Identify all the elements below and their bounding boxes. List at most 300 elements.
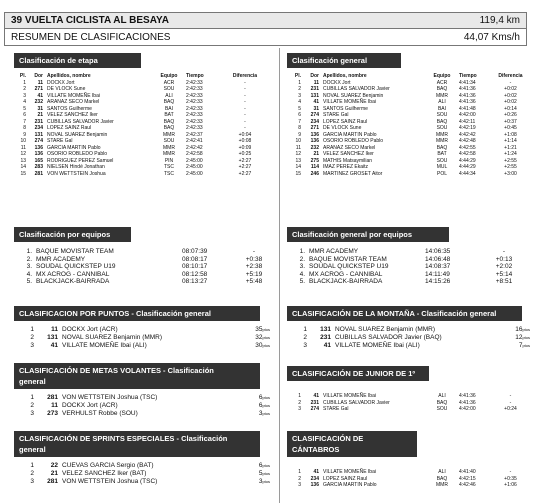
table-cell: VELEZ SANCHEZ Iker: [323, 151, 374, 157]
table-cell: CUBILLAS SALVADOR Javier: [323, 399, 390, 406]
table-cell: 4:42:15: [459, 475, 476, 482]
table-cell: 1: [303, 326, 307, 333]
table-cell: +0:02: [504, 86, 517, 92]
table-cell: BAQ: [436, 118, 448, 125]
column-header: Diferencia: [498, 73, 523, 79]
table-cell: 281: [47, 394, 58, 401]
special-sprints-rows: [14, 462, 272, 486]
points-value: 6: [258, 462, 263, 469]
table-cell: 41: [313, 99, 319, 105]
cantabros-table: [287, 469, 532, 489]
table-cell: -: [244, 125, 246, 131]
table-row: [287, 326, 532, 334]
column-header: Pl.: [19, 73, 26, 79]
table-cell: VILLATE MOMEÑE Ibai (ALI): [335, 342, 420, 349]
table-cell: 3: [30, 478, 34, 485]
table-cell: 12: [295, 151, 301, 157]
points-cell: [240, 462, 272, 470]
table-cell: 4:42:00: [459, 112, 476, 118]
table-cell: SOU: [436, 112, 448, 118]
race-title: 39 VUELTA CICLISTA AL BESAYA: [11, 15, 169, 26]
table-cell: +1:21: [504, 144, 517, 151]
table-cell: BAQ: [163, 125, 175, 131]
table-cell: +5:14: [495, 270, 513, 278]
table-cell: BLACKJACK-BAIRRADA: [36, 278, 110, 286]
table-row: [14, 334, 272, 342]
stage-classification: [14, 50, 272, 177]
points-cell: [240, 342, 272, 350]
table-cell: 8: [298, 125, 301, 131]
summary-header: [4, 29, 527, 46]
table-cell: LOPEZ SAINZ Raul: [323, 118, 368, 125]
table-cell: 4:44:34: [459, 170, 476, 177]
table-cell: 31: [37, 105, 43, 112]
table-cell: MX ACROG - CANNIBAL: [36, 270, 110, 278]
table-cell: 13: [295, 157, 301, 164]
teams-general-table: [287, 248, 529, 286]
table-cell: 4:44:29: [459, 164, 476, 170]
table-cell: 4:42:48: [459, 138, 476, 144]
table-cell: 4:42:46: [459, 482, 476, 488]
table-cell: 1.: [26, 248, 32, 255]
points-value: 6: [258, 394, 263, 401]
table-cell: 271: [310, 125, 319, 131]
table-cell: 136: [34, 151, 43, 157]
table-row: [14, 410, 272, 418]
table-cell: 2: [30, 334, 34, 341]
table-cell: 12: [20, 151, 26, 157]
table-cell: 4.: [299, 270, 305, 278]
points-unit: ptos: [522, 335, 530, 340]
table-cell: +2:02: [495, 263, 513, 271]
table-cell: ALI: [438, 469, 446, 475]
table-cell: +0:14: [504, 105, 517, 112]
table-cell: 2:42:58: [186, 151, 203, 157]
table-cell: 4:42:58: [459, 151, 476, 157]
table-cell: CUEVAS GARCIA Sergio (BAT): [62, 462, 154, 469]
table-cell: MMR: [163, 144, 175, 151]
table-cell: 136: [310, 482, 319, 488]
table-cell: BAT: [164, 112, 174, 118]
table-cell: BAI: [164, 105, 174, 112]
table-cell: 131: [47, 334, 58, 341]
table-cell: +1:24: [504, 151, 517, 157]
points-value: 7: [518, 342, 523, 349]
table-cell: 6: [23, 112, 26, 118]
table-cell: 2: [30, 402, 34, 409]
table-cell: 22: [50, 462, 58, 469]
table-cell: NOVAL SUAREZ Benjamin: [47, 131, 108, 138]
table-cell: 4: [298, 99, 301, 105]
column-header: Dor: [310, 73, 319, 79]
table-cell: MATHIS Matsaymilian: [323, 157, 373, 164]
table-cell: VILLATE MOMEÑE Ibai: [323, 99, 376, 105]
table-cell: ALI: [165, 92, 173, 99]
column-divider: [279, 48, 280, 503]
table-cell: 231: [34, 118, 43, 125]
column-header: Diferencia: [232, 73, 258, 79]
table-cell: PIN: [164, 157, 174, 164]
points-classification: [14, 303, 272, 350]
table-cell: RODRIGUEZ PEREZ Samuel: [47, 157, 114, 164]
table-row: [14, 342, 272, 350]
table-cell: +0:13: [495, 255, 513, 263]
table-cell: MMR: [163, 131, 175, 138]
special-sprints-title-line2: general: [19, 445, 46, 454]
table-cell: BAQUE MOVISTAR TEAM: [36, 248, 114, 255]
table-cell: 41: [313, 469, 319, 475]
points-value: 3: [258, 478, 263, 485]
table-cell: -: [244, 105, 246, 112]
points-cell: [240, 410, 272, 418]
table-cell: 281: [47, 478, 58, 485]
column-header: Equipo: [433, 73, 451, 79]
volantes-title-line2: general: [19, 377, 46, 386]
table-cell: 10: [295, 138, 301, 144]
table-cell: 2: [298, 475, 301, 482]
table-cell: 275: [310, 157, 319, 164]
table-cell: 2:42:33: [186, 118, 203, 125]
table-cell: TSC: [164, 170, 174, 177]
table-cell: 5.: [26, 278, 32, 286]
points-cell: [240, 334, 272, 342]
table-cell: 4: [23, 99, 26, 105]
table-cell: 2:42:33: [186, 79, 203, 86]
table-cell: 14:06:48: [425, 255, 451, 263]
table-row: [287, 263, 529, 271]
table-cell: 08:10:17: [182, 263, 208, 271]
team-stage-classification: [14, 224, 272, 286]
table-cell: -: [244, 118, 246, 125]
points-value: 16: [515, 326, 523, 333]
table-cell: NOVAL SUAREZ Benjamin: [323, 92, 384, 99]
table-cell: +0:45: [504, 125, 517, 131]
table-cell: ACR: [163, 79, 175, 86]
table-cell: 131: [34, 131, 43, 138]
table-cell: 14: [295, 164, 301, 170]
table-cell: BAI: [437, 105, 447, 112]
table-cell: SOU: [436, 125, 448, 131]
table-cell: -: [244, 92, 246, 99]
table-cell: 3: [298, 406, 301, 412]
table-cell: CUBILLAS SALVADOR Javier (BAQ): [335, 334, 442, 341]
table-cell: +0:08: [238, 138, 252, 144]
table-cell: 08:12:58: [182, 270, 208, 278]
table-cell: 10: [20, 138, 26, 144]
table-cell: 21: [313, 151, 319, 157]
table-cell: -: [244, 99, 246, 105]
table-cell: 3: [298, 92, 301, 99]
table-cell: +0:24: [504, 406, 517, 412]
table-cell: +2:27: [238, 164, 252, 170]
points-cell: [503, 342, 532, 350]
table-cell: OSORIO ROBLEDO Pablo: [323, 138, 384, 144]
table-row: [14, 256, 272, 264]
table-row: [287, 271, 529, 279]
table-cell: 21: [50, 470, 58, 477]
table-cell: DOCKX Jort: [47, 79, 75, 86]
special-sprints-title-line1: CLASIFICACIÓN DE SPRINTS ESPECIALES - Clasificación: [19, 434, 228, 443]
table-row: [14, 462, 272, 470]
table-cell: VERHULST Robbe (SOU): [62, 410, 138, 417]
table-cell: 4:41:36: [459, 92, 476, 99]
table-cell: -: [244, 79, 246, 86]
table-cell: SANTOS Guilherme: [47, 105, 92, 112]
special-sprints-title: [14, 431, 260, 457]
table-cell: 114: [310, 164, 319, 170]
general-table: [287, 73, 532, 177]
table-cell: 08:13:27: [182, 278, 208, 286]
table-cell: GARCIA MARTIN Pablo: [323, 131, 377, 138]
column-header: Pl.: [294, 73, 301, 79]
table-cell: GARCIA MARTIN Pablo: [323, 482, 377, 488]
table-cell: 7: [298, 118, 301, 125]
table-cell: VILLATE MOMEÑE Ibai: [323, 393, 376, 399]
table-cell: 41: [313, 393, 319, 399]
table-cell: 1: [298, 393, 301, 399]
table-cell: 3: [30, 342, 34, 349]
table-cell: +2:55: [504, 157, 517, 164]
table-cell: DE VLOCK Sune: [47, 86, 86, 92]
table-cell: +0:25: [238, 151, 252, 157]
table-cell: 4:42:00: [459, 406, 476, 412]
average-speed: 44,07 Kms/h: [463, 31, 520, 43]
table-cell: 1: [23, 79, 26, 86]
table-cell: 31: [313, 105, 319, 112]
table-cell: 274: [310, 112, 319, 118]
teams-stage-rows: [14, 248, 272, 286]
table-cell: 232: [310, 144, 319, 151]
table-cell: MMR: [436, 92, 448, 99]
column-header: Tiempo: [459, 73, 477, 79]
table-cell: STARE Gal: [323, 112, 349, 118]
table-cell: 11: [37, 79, 43, 86]
table-cell: DE VLOCK Sune: [323, 125, 362, 131]
column-header: Tiempo: [186, 73, 204, 79]
points-unit: ptos: [262, 395, 270, 400]
table-cell: 2: [298, 399, 301, 406]
table-cell: TSC: [164, 164, 174, 170]
table-cell: 273: [47, 410, 58, 417]
table-row: [14, 278, 272, 286]
volantes-title: [14, 363, 260, 389]
table-cell: 131: [320, 326, 331, 333]
table-cell: 2:45:00: [186, 164, 203, 170]
table-cell: +3:00: [504, 170, 517, 177]
table-cell: BAQ: [436, 144, 448, 151]
table-cell: DOCKX Jort: [323, 79, 351, 86]
table-cell: VILLATE MOMEÑE Ibai: [47, 92, 100, 99]
table-row: [14, 326, 272, 334]
table-cell: 4:42:19: [459, 125, 476, 131]
table-cell: 4:42:11: [459, 118, 476, 125]
table-cell: +0:26: [504, 112, 517, 118]
junior-table: [287, 393, 532, 413]
points-unit: ptos: [262, 411, 270, 416]
table-cell: 41: [323, 342, 331, 349]
table-row: [14, 394, 272, 402]
table-cell: 08:07:39: [182, 248, 208, 255]
table-cell: ARANAZ SECO Markel: [47, 99, 100, 105]
table-cell: 9: [298, 131, 301, 138]
table-cell: MMR: [436, 482, 448, 488]
table-cell: +2:55: [504, 164, 517, 170]
points-cell: [240, 402, 272, 410]
table-row: [14, 478, 272, 486]
table-row: [287, 482, 532, 489]
table-row: [287, 171, 532, 178]
table-cell: NOVAL SUAREZ Benjamin (MMR): [62, 334, 163, 341]
table-cell: +0:37: [504, 118, 517, 125]
table-row: [14, 248, 272, 256]
stage-table: [14, 73, 272, 177]
table-cell: +1:14: [504, 138, 517, 144]
table-cell: 231: [310, 86, 319, 92]
points-value: 30: [255, 342, 263, 349]
table-cell: 1: [30, 394, 34, 401]
table-cell: 9: [23, 131, 26, 138]
points-unit: ptos: [262, 463, 270, 468]
table-cell: -: [244, 86, 246, 92]
table-cell: ALI: [438, 99, 446, 105]
points-value: 35: [255, 326, 263, 333]
table-cell: MARTINEZ GROSET Aitor: [323, 170, 383, 177]
table-cell: +0:09: [238, 144, 252, 151]
table-cell: 4:41:36: [459, 399, 476, 406]
table-cell: LOPEZ SAINZ Raul: [47, 125, 92, 131]
table-cell: 2:42:42: [186, 144, 203, 151]
table-cell: 234: [34, 125, 43, 131]
table-cell: SOUDAL QUICKSTEP U19: [36, 263, 116, 271]
table-cell: POL: [436, 170, 447, 177]
volantes-classification: [14, 363, 272, 418]
table-cell: BAQ: [163, 118, 175, 125]
table-cell: GARCIA MARTIN Pablo: [47, 144, 101, 151]
table-cell: 131: [310, 92, 319, 99]
table-cell: 41: [37, 92, 43, 99]
table-row: [14, 402, 272, 410]
table-cell: ALI: [438, 393, 446, 399]
points-cell: [503, 326, 532, 334]
table-cell: STARE Gal: [323, 406, 349, 412]
cantabros-classification: [287, 431, 532, 489]
table-cell: -: [509, 469, 512, 475]
table-cell: -: [244, 112, 246, 118]
table-row: [287, 256, 529, 264]
table-cell: VELEZ SANCHEZ Iker: [47, 112, 98, 118]
table-cell: 2: [23, 86, 26, 92]
table-cell: 281: [34, 170, 43, 177]
table-cell: VELEZ SANCHEZ Iker (BAT): [62, 470, 147, 477]
summary-title: RESUMEN DE CLASIFICACIONES: [11, 31, 171, 43]
table-cell: 2:45:00: [186, 157, 203, 164]
table-cell: 11: [295, 144, 301, 151]
stage-title: Clasificación de etapa: [14, 53, 141, 68]
table-cell: +1:08: [504, 131, 517, 138]
table-cell: 2:42:33: [186, 92, 203, 99]
table-cell: 4:41:40: [459, 469, 476, 475]
mountain-title: CLASIFICACIÓN DE LA MONTAÑA - Clasificación general: [287, 306, 522, 321]
table-cell: SOU: [436, 406, 448, 412]
table-cell: NOVAL SUAREZ Benjamin (MMR): [335, 326, 436, 333]
table-cell: OSORIO ROBLEDO Pablo: [47, 151, 108, 157]
table-cell: 11: [20, 144, 26, 151]
points-value: 5: [258, 470, 263, 477]
table-cell: NIELSEN Hindé Jonathan: [47, 164, 105, 170]
points-cell: [240, 394, 272, 402]
table-cell: 232: [34, 99, 43, 105]
points-cell: [240, 478, 272, 486]
table-cell: 14: [20, 164, 26, 170]
table-row: [14, 470, 272, 478]
table-cell: STARE Gal: [47, 138, 73, 144]
table-cell: 08:08:17: [182, 255, 208, 263]
column-header: Equipo: [160, 73, 178, 79]
race-header: [4, 12, 527, 29]
table-cell: 11: [51, 326, 58, 333]
table-row: [287, 248, 529, 256]
table-cell: SOU: [163, 86, 175, 92]
junior-classification: [287, 363, 532, 413]
table-cell: VILLATE MOMEÑE Ibai (ALI): [62, 342, 147, 349]
table-cell: 7: [23, 118, 26, 125]
points-unit: ptos: [262, 335, 270, 340]
table-cell: 2: [298, 86, 301, 92]
table-cell: 2: [303, 334, 307, 341]
table-cell: +5:48: [245, 278, 263, 286]
table-row: [287, 406, 532, 413]
table-cell: CUBILLAS SALVADOR Javier: [323, 86, 390, 92]
table-cell: 2.: [299, 255, 305, 263]
table-cell: +0:04: [238, 131, 252, 138]
table-cell: IMAZ PEREZ Ekaitz: [323, 164, 369, 170]
table-cell: 14:08:37: [425, 263, 451, 271]
junior-title: CLASIFICACIÓN DE JUNIOR DE 1º: [287, 366, 429, 381]
table-cell: 14:15:26: [425, 278, 451, 286]
table-cell: 4:41:48: [459, 105, 476, 112]
table-cell: LOPEZ SAINZ Raul: [323, 475, 368, 482]
points-rows: [14, 326, 272, 350]
points-value: 6: [258, 402, 263, 409]
table-cell: +2:27: [238, 170, 252, 177]
table-cell: 2:42:33: [186, 112, 203, 118]
table-cell: 3: [30, 410, 34, 417]
table-cell: MX ACROG - CANNIBAL: [309, 270, 383, 278]
table-cell: 2:45:00: [186, 170, 203, 177]
mountain-rows: [287, 326, 532, 350]
points-unit: ptos: [522, 327, 530, 332]
table-cell: 5: [298, 105, 301, 112]
table-cell: 234: [310, 118, 319, 125]
table-cell: 4:44:29: [459, 157, 476, 164]
table-cell: 136: [34, 144, 43, 151]
table-cell: +5:19: [245, 270, 263, 278]
table-cell: ACR: [436, 79, 448, 86]
table-cell: 1: [298, 79, 301, 86]
table-cell: 11: [313, 79, 319, 86]
table-cell: 41: [50, 342, 58, 349]
table-cell: 2:42:33: [186, 125, 203, 131]
table-cell: 2.: [26, 255, 32, 263]
race-distance: 119,4 km: [479, 15, 520, 26]
table-cell: 4:42:55: [459, 144, 476, 151]
points-unit: ptos: [262, 403, 270, 408]
table-cell: 271: [34, 86, 43, 92]
table-cell: MMR ACADEMY: [36, 255, 86, 263]
points-unit: ptos: [262, 327, 270, 332]
table-cell: 1: [30, 326, 34, 333]
points-title: CLASIFICACION POR PUNTOS - Clasificación general: [14, 306, 260, 321]
